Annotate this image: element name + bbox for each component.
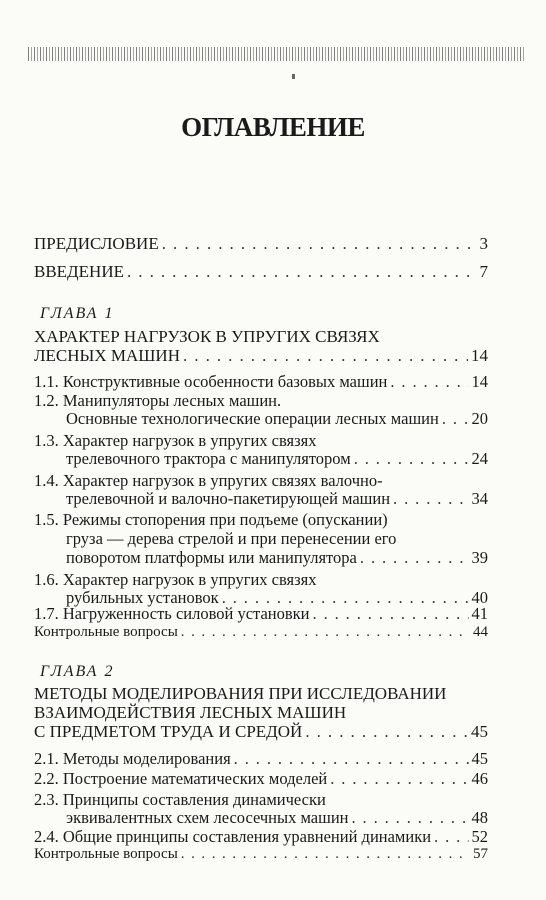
- toc-entry-1-3-line1: 1.3. Характер нагрузок в упругих связях: [34, 431, 317, 450]
- toc-page: 52: [471, 827, 488, 846]
- toc-page: 41: [471, 604, 488, 623]
- toc-label: Контрольные вопросы: [34, 624, 178, 640]
- leader-dots: [442, 409, 469, 429]
- leader-dots: [360, 548, 469, 568]
- toc-label: эквивалентных схем лесосечных машин: [66, 808, 349, 827]
- toc-label: трелевочного трактора с манипулятором: [66, 449, 351, 468]
- toc-page: 46: [471, 769, 488, 788]
- toc-label: 2.1. Методы моделирования: [34, 749, 231, 768]
- leader-dots: [305, 722, 468, 742]
- toc-entry-1-3-line2: [66, 449, 488, 469]
- chapter-2-tag: ГЛАВА 2: [40, 663, 115, 680]
- toc-label: 2.4. Общие принципы составления уравнений динамики: [34, 827, 432, 846]
- toc-page: 14: [471, 346, 488, 365]
- leader-dots: [330, 769, 468, 789]
- toc-page: 45: [471, 749, 488, 768]
- toc-page: 48: [471, 808, 488, 827]
- toc-label: С ПРЕДМЕТОМ ТРУДА И СРЕДОЙ: [34, 722, 303, 741]
- toc-label: ВВЕДЕНИЕ: [34, 262, 124, 281]
- leader-dots: [234, 749, 469, 769]
- leader-dots: [313, 604, 469, 624]
- chapter-1-tag: ГЛАВА 1: [40, 305, 115, 322]
- toc-page: 57: [473, 846, 488, 862]
- toc-label: 1.7. Нагруженность силовой установки: [34, 604, 310, 623]
- toc-label: поворотом платформы или манипулятора: [66, 548, 357, 567]
- leader-dots: [390, 372, 468, 392]
- toc-page: 24: [471, 449, 488, 468]
- toc-page: 20: [471, 409, 488, 428]
- toc-entry-2-4: [34, 827, 488, 847]
- leader-dots: [183, 346, 468, 366]
- toc-entry-1-2-line1: 1.2. Манипуляторы лесных машин.: [34, 391, 282, 410]
- toc-entry-preface: [34, 234, 488, 254]
- toc-entry-2-1: [34, 749, 488, 769]
- page-edge-scan-marks: [28, 47, 524, 61]
- leader-dots: [393, 489, 468, 509]
- page-mark: [292, 74, 295, 79]
- chapter-2-title-line2: ВЗАИМОДЕЙСТВИЯ ЛЕСНЫХ МАШИН: [34, 703, 347, 722]
- leader-dots: [181, 846, 470, 863]
- toc-entry-1-5-line3: [66, 548, 488, 568]
- toc-entry-2-3-line1: 2.3. Принципы составления динамически: [34, 790, 326, 809]
- leader-dots: [127, 262, 477, 282]
- chapter-2-title-line3: [34, 722, 488, 742]
- page-title: ОГЛАВЛЕНИЕ: [181, 112, 365, 142]
- toc-label: ПРЕДИСЛОВИЕ: [34, 234, 159, 253]
- toc-entry-2-3-line2: [66, 808, 488, 828]
- toc-entry-1-4-line2: [66, 489, 488, 509]
- toc-page: 39: [471, 548, 488, 567]
- chapter-2-title-line1: МЕТОДЫ МОДЕЛИРОВАНИЯ ПРИ ИССЛЕДОВАНИИ: [34, 684, 447, 703]
- chapter-1-title-line2: [34, 346, 488, 366]
- toc-entry-1-5-line1: 1.5. Режимы стопорения при подъеме (опускании): [34, 510, 388, 529]
- toc-entry-1-1: [34, 372, 488, 392]
- toc-label: рубильных установок: [66, 588, 219, 607]
- toc-label: 2.2. Построение математических моделей: [34, 769, 328, 788]
- toc-label: ЛЕСНЫХ МАШИН: [34, 346, 180, 365]
- toc-entry-1-7: [34, 604, 488, 624]
- toc-label: Контрольные вопросы: [34, 846, 178, 862]
- toc-label: трелевочной и валочно-пакетирующей машин: [66, 489, 391, 508]
- leader-dots: [434, 827, 468, 847]
- toc-page: 7: [479, 262, 488, 281]
- toc-page: 34: [471, 489, 488, 508]
- toc-page: 40: [471, 588, 488, 607]
- toc-page: 44: [473, 624, 488, 640]
- toc-entry-2-2: [34, 769, 488, 789]
- leader-dots: [351, 808, 468, 828]
- leader-dots: [181, 624, 470, 641]
- toc-page: 14: [471, 372, 488, 391]
- toc-page: 45: [471, 722, 488, 741]
- toc-entry-1-4-line1: 1.4. Характер нагрузок в упругих связях валочно-: [34, 471, 383, 490]
- toc-entry-2-questions: [34, 846, 488, 863]
- leader-dots: [162, 234, 477, 254]
- toc-entry-1-5-line2: груза — дерева стрелой и при перенесении его: [66, 529, 397, 548]
- toc-entry-1-2-line2: [66, 409, 488, 429]
- toc-label: Основные технологические операции лесных машин: [66, 409, 439, 428]
- leader-dots: [354, 449, 469, 469]
- toc-entry-1-questions: [34, 624, 488, 641]
- chapter-1-title-line1: ХАРАКТЕР НАГРУЗОК В УПРУГИХ СВЯЗЯХ: [34, 327, 380, 346]
- toc-entry-introduction: [34, 262, 488, 282]
- toc-entry-1-6-line1: 1.6. Характер нагрузок в упругих связях: [34, 570, 317, 589]
- toc-page: 3: [479, 234, 488, 253]
- toc-label: 1.1. Конструктивные особенности базовых машин: [34, 372, 388, 391]
